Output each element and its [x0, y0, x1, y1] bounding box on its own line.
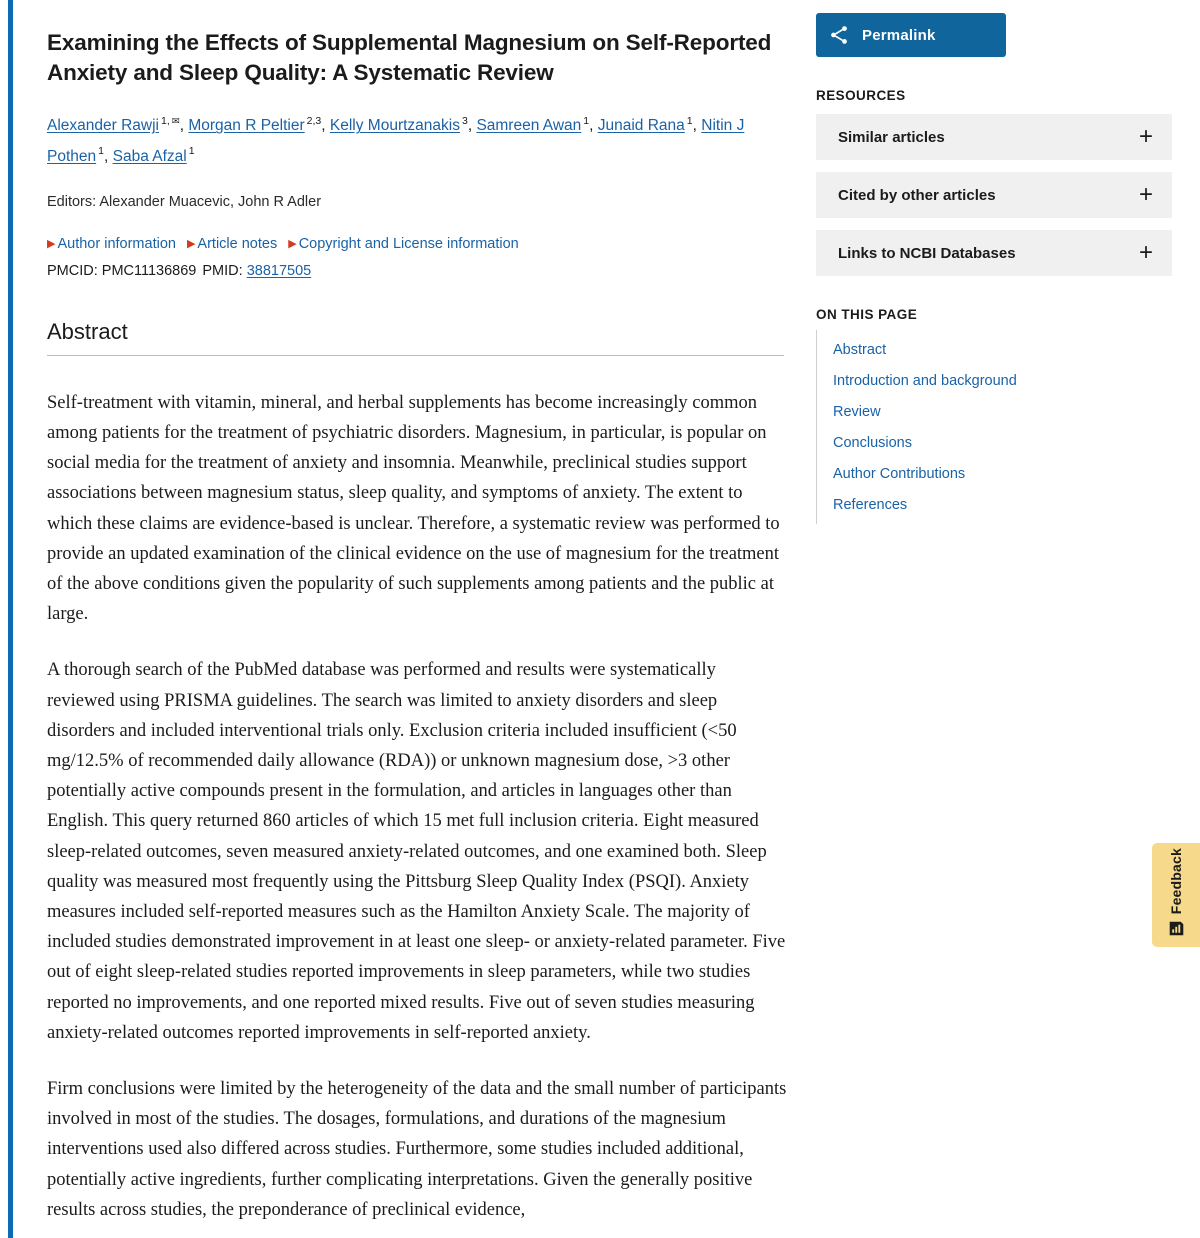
- editors-line: Editors: Alexander Muacevic, John R Adler: [47, 193, 322, 210]
- on-this-page-heading: ON THIS PAGE: [816, 307, 918, 322]
- toc-item-review[interactable]: Review: [833, 403, 881, 420]
- on-this-page-nav: [816, 330, 1172, 524]
- author-link-5[interactable]: Nitin J Pothen: [47, 117, 745, 165]
- author-list: Alexander Rawji $^{1,}$ ✉, Morgan R Peltier $^{2,3}$, Kelly Mourtzanakis $^3$, Samreen Awan $^1$, Junaid Rana $^1$, Nitin J Pothen $^1$, Saba Afzal $^1$: [47, 115, 745, 165]
- meta-link-author-information[interactable]: [47, 236, 176, 252]
- resources-heading: RESOURCES: [816, 88, 906, 103]
- author-affiliation-0: 1,: [161, 115, 170, 128]
- resource-label: Similar articles: [838, 128, 945, 146]
- meta-link-copyright-license[interactable]: [288, 236, 519, 252]
- meta-link-label[interactable]: Article notes: [197, 235, 278, 252]
- meta-link-label[interactable]: Copyright and License information: [298, 235, 519, 252]
- toc-item-conclusions[interactable]: Conclusions: [833, 434, 912, 451]
- author-affiliation-5: 1: [98, 145, 104, 158]
- chart-icon: [1168, 920, 1185, 942]
- pmcid-value: PMC11136869: [101, 262, 197, 279]
- author-link-2[interactable]: Kelly Mourtzanakis: [329, 117, 460, 135]
- resource-row-similar-articles[interactable]: [816, 114, 1172, 160]
- toc-item-abstract[interactable]: Abstract: [833, 341, 887, 358]
- plus-icon[interactable]: +: [1138, 123, 1153, 150]
- toc-item-introduction-and-background[interactable]: Introduction and background: [833, 372, 1017, 389]
- corresponding-author-envelope-icon: ✉: [171, 116, 180, 128]
- author-link-4[interactable]: Junaid Rana: [597, 117, 685, 135]
- meta-link-label[interactable]: Author information: [57, 235, 176, 252]
- triangle-marker-icon: ▶: [47, 237, 56, 250]
- author-link-1[interactable]: Morgan R Peltier: [188, 117, 305, 135]
- abstract-paragraph: Firm conclusions were limited by the heterogeneity of the data and the small number of participants involved in most of the studies. The dosages, formulations, and durations of the magnesium interventions used also differed across studies. Furthermore, some studies included additional, potentially active ingredients, further complicating interpretations. Given the generally positive results across studies, the preponderance of preclinical evidence,: [47, 1079, 787, 1220]
- abstract-paragraph: Self-treatment with vitamin, mineral, and herbal supplements has become increasingly common among patients for the treatment of psychiatric disorders. Magnesium, in particular, is popular on social media for the treatment of anxiety and insomnia. Meanwhile, preclinical studies support associations between magnesium status, sleep quality, and symptoms of anxiety. The extent to which these claims are evidence-based is unclear. Therefore, a systematic review was performed to provide an updated examination of the clinical evidence on the use of magnesium for the treatment of the above conditions given the popularity of such supplements among patients and the public at large.: [47, 392, 780, 625]
- pmid-label: PMID:: [202, 262, 243, 279]
- page-title: Examining the Effects of Supplemental Magnesium on Self-Reported Anxiety and Sleep Quality: A Systematic Review: [47, 30, 772, 85]
- triangle-marker-icon: ▶: [186, 237, 196, 250]
- identifiers-line: [47, 263, 787, 279]
- resource-label: Links to NCBI Databases: [838, 244, 1016, 262]
- sidebar: [816, 0, 1172, 524]
- resource-row-links-to-ncbi-databases[interactable]: [816, 230, 1172, 276]
- author-link-0[interactable]: Alexander Rawji: [47, 117, 159, 135]
- article-column: [47, 0, 787, 1225]
- feedback-tab[interactable]: [1152, 843, 1200, 947]
- resources-list: [816, 114, 1172, 276]
- resource-row-cited-by-other-articles[interactable]: [816, 172, 1172, 218]
- meta-link-article-notes[interactable]: [187, 236, 277, 252]
- resource-label: Cited by other articles: [838, 186, 996, 204]
- author-affiliation-3: 1: [583, 115, 590, 128]
- author-link-3[interactable]: Samreen Awan: [476, 117, 582, 135]
- toc-item-author-contributions[interactable]: Author Contributions: [833, 465, 966, 482]
- permalink-button[interactable]: [816, 13, 1006, 57]
- abstract-paragraph: A thorough search of the PubMed database was performed and results were systematically reviewed using PRISMA guidelines. The search was limited to anxiety disorders and sleep disorders and included interventional trials only. Exclusion criteria included insufficient (<50 mg/12.5% of recommended daily allowance (RDA)) or unknown magnesium dose, >3 other potentially active compounds present in the formulation, and articles in languages other than English. This query returned 860 articles of which 15 met full inclusion criteria. Eight measured sleep-related outcomes, seven measured anxiety-related outcomes, and one examined both. Sleep quality was measured most frequently using the Pittsburg Sleep Quality Index (PSQI). Anxiety measures included self-reported measures such as the Hamilton Anxiety Scale. The majority of included studies demonstrated improvement in at least one sleep- or anxiety-related parameter. Five out of eight sleep-related studies reported improvements in sleep parameters, while two studies reported no improvements, and one reported mixed results. Five out of seven studies measuring anxiety-related outcomes reported improvements in self-reported anxiety.: [47, 660, 786, 1043]
- abstract-section-heading: Abstract: [47, 319, 784, 356]
- toc-item-references[interactable]: References: [833, 496, 908, 513]
- triangle-marker-icon: ▶: [288, 237, 297, 250]
- plus-icon[interactable]: +: [1138, 181, 1153, 208]
- share-icon: [816, 24, 862, 46]
- pmcid-label: PMCID:: [47, 262, 98, 279]
- author-affiliation-6: 1: [188, 145, 195, 158]
- permalink-label: Permalink: [862, 26, 936, 44]
- meta-links-row: [47, 236, 787, 252]
- feedback-label: Feedback: [1168, 847, 1184, 915]
- pmid-link[interactable]: 38817505: [246, 262, 312, 279]
- author-affiliation-1: 2,3: [306, 115, 322, 128]
- author-affiliation-4: 1: [686, 115, 693, 128]
- author-link-6[interactable]: Saba Afzal: [112, 147, 187, 165]
- author-affiliation-2: 3: [461, 115, 468, 128]
- left-accent-rail: [8, 0, 13, 1238]
- plus-icon[interactable]: +: [1138, 239, 1153, 266]
